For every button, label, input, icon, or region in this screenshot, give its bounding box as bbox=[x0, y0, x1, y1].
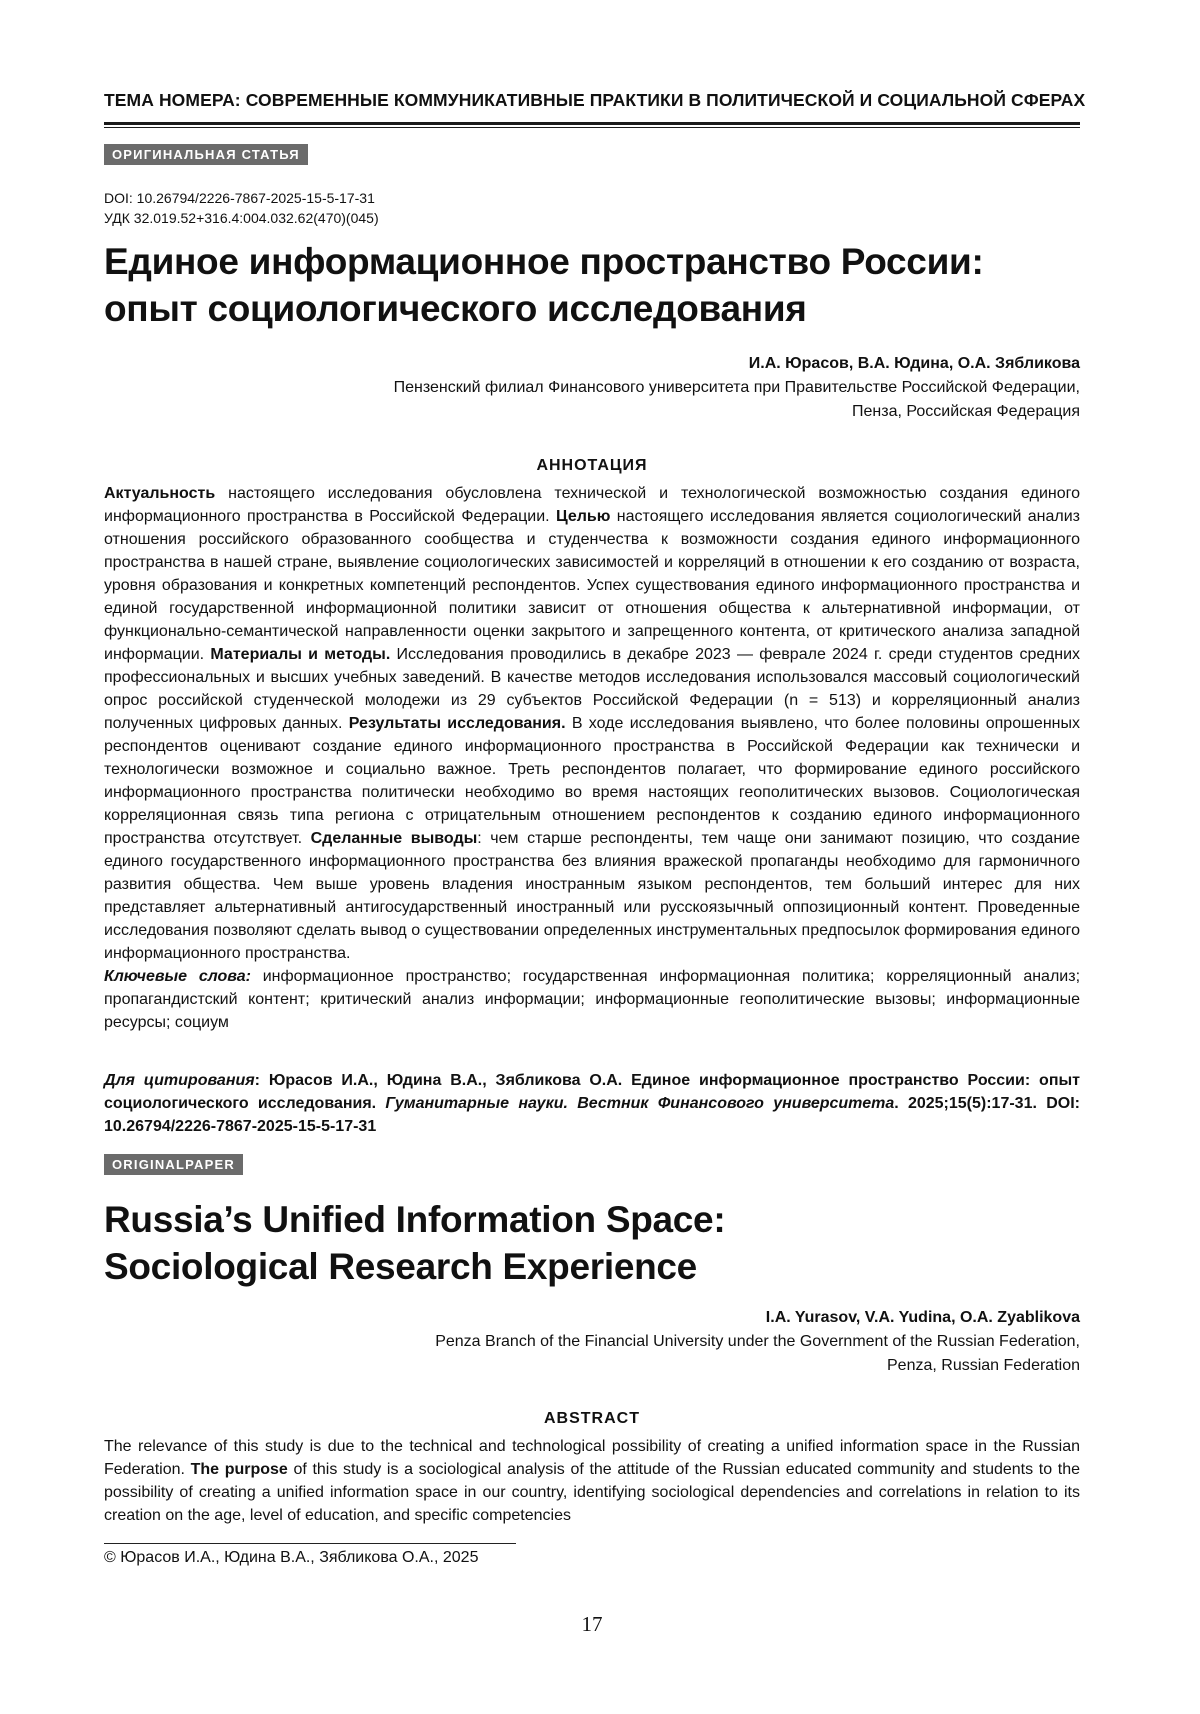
article-type-badge-ru: ОРИГИНАЛЬНАЯ СТАТЬЯ bbox=[104, 144, 308, 165]
bold-term: Целью bbox=[556, 508, 610, 525]
title-line-2: опыт социологического исследования bbox=[104, 285, 983, 332]
abstract-body-ru bbox=[104, 482, 1080, 1034]
bold-term: Актуальность bbox=[104, 485, 215, 502]
affiliation-line-2: Penza, Russian Federation bbox=[435, 1354, 1080, 1378]
bold-term: Сделанные выводы bbox=[311, 830, 478, 847]
title-line-2: Sociological Research Experience bbox=[104, 1243, 725, 1290]
copyright-footnote: © Юрасов И.А., Юдина В.А., Зябликова О.А., 2025 bbox=[104, 1549, 478, 1567]
footnote-rule bbox=[104, 1543, 516, 1544]
abstract-heading-ru: АННОТАЦИЯ bbox=[104, 457, 1080, 475]
journal-name: Гуманитарные науки. Вестник Финансового университета bbox=[385, 1095, 894, 1112]
bold-term: The purpose bbox=[191, 1461, 288, 1478]
affiliation-line-2: Пенза, Российская Федерация bbox=[394, 400, 1080, 424]
bold-term: Результаты исследования. bbox=[349, 715, 566, 732]
header-rule-thin bbox=[104, 127, 1080, 128]
authors-block-ru bbox=[394, 352, 1080, 424]
keywords: Ключевые слова: информационное пространство; государственная информационная политика; корреляционный анализ; пропагандистский контент; критический анализ информации; информационные геополитические вызовы; информационные ресурсы; социум bbox=[104, 965, 1080, 1034]
authors-names: И.А. Юрасов, В.А. Юдина, О.А. Зябликова bbox=[394, 352, 1080, 376]
title-line-1: Russia’s Unified Information Space: bbox=[104, 1196, 725, 1243]
article-type-badge-en: ORIGINALPAPER bbox=[104, 1154, 243, 1175]
article-title-ru bbox=[104, 238, 983, 332]
article-title-en bbox=[104, 1196, 725, 1290]
udk: УДК 32.019.52+316.4:004.032.62(470)(045) bbox=[104, 208, 379, 228]
doi: DOI: 10.26794/2226-7867-2025-15-5-17-31 bbox=[104, 188, 379, 208]
header-rule bbox=[104, 122, 1080, 125]
running-head: ТЕМА НОМЕРА: СОВРЕМЕННЫЕ КОММУНИКАТИВНЫЕ ПРАКТИКИ В ПОЛИТИЧЕСКОЙ И СОЦИАЛЬНОЙ СФЕРАХ bbox=[104, 90, 1080, 111]
article-identifiers bbox=[104, 188, 379, 228]
abstract-body-en bbox=[104, 1435, 1080, 1527]
citation-block: Для цитирования: Юрасов И.А., Юдина В.А., Зябликова О.А. Единое информационное пространство России: опыт социологического исследования. Гуманитарные науки. Вестник Финансового университета. 2025;15(5):17-31. DOI: 10.26794/2226-7867-2025-15-5-17-31 bbox=[104, 1069, 1080, 1138]
abstract-heading-en: ABSTRACT bbox=[104, 1410, 1080, 1428]
page-number: 17 bbox=[104, 1612, 1080, 1637]
authors-names: I.A. Yurasov, V.A. Yudina, O.A. Zyablikova bbox=[435, 1306, 1080, 1330]
abstract-paragraph: Актуальность настоящего исследования обусловлена технической и технологической возможностью создания единого информационного пространства в Российской Федерации. Целью настоящего исследования является социологический анализ отношения российского образованного сообщества и студенчества к возможности создания единого информационного пространства в нашей стране, выявление социологических зависимостей и корреляций в отношении к его созданию от возраста, уровня образования и конкретных компетенций респондентов. Успех существования единого информационного пространства и единой государственной информационной политики зависит от отношения общества к альтернативной информации, от функционально-семантической направленности оценки закрытого и запрещенного контента, от критического анализа западной информации. Материалы и методы. Исследования проводились в декабре 2023 — феврале 2024 г. среди студентов средних профессиональных и высших учебных заведений. В качестве методов исследования использовался массовый социологический опрос российской студенческой молодежи из 29 субъектов Российской Федерации (n = 513) и корреляционный анализ полученных цифровых данных. Результаты исследования. В ходе исследования выявлено, что более половины опрошенных респондентов оценивают создание единого информационного пространства в Российской Федерации как технически и технологически возможное и социально важное. Треть респондентов полагает, что формирование единого российского информационного пространства политически необходимо во время настоящих геополитических вызовов. Социологическая корреляционная связь типа региона с отрицательным отношением респондентов к созданию единого информационного пространства отсутствует. Сделанные выводы: чем старше респонденты, тем чаще они занимают позицию, что создание единого государственного информационного пространства без влияния вражеской пропаганды необходимо для гармоничного развития общества. Чем выше уровень владения иностранным языком респондентов, тем больший интерес для них представляет альтернативный антигосударственный иностранный или русскоязычный оппозиционный контент. Проведенные исследования позволяют сделать вывод о существовании определенных инструментальных предпосылок формирования единого информационного пространства. bbox=[104, 482, 1080, 965]
affiliation-line-1: Пензенский филиал Финансового университета при Правительстве Российской Федерации, bbox=[394, 376, 1080, 400]
citation-label: Для цитирования bbox=[104, 1072, 255, 1089]
authors-block-en bbox=[435, 1306, 1080, 1378]
affiliation-line-1: Penza Branch of the Financial University under the Government of the Russian Federation, bbox=[435, 1330, 1080, 1354]
bold-term: Материалы и методы. bbox=[210, 646, 390, 663]
abstract-paragraph: The relevance of this study is due to the technical and technological possibility of creating a unified information space in the Russian Federation. The purpose of this study is a sociological analysis of the attitude of the Russian educated community and students to the possibility of creating a unified information space in our country, identifying sociological dependencies and correlations in relation to its creation on the age, level of education, and specific competencies bbox=[104, 1435, 1080, 1527]
keywords-label: Ключевые слова: bbox=[104, 968, 251, 985]
title-line-1: Единое информационное пространство России: bbox=[104, 238, 983, 285]
